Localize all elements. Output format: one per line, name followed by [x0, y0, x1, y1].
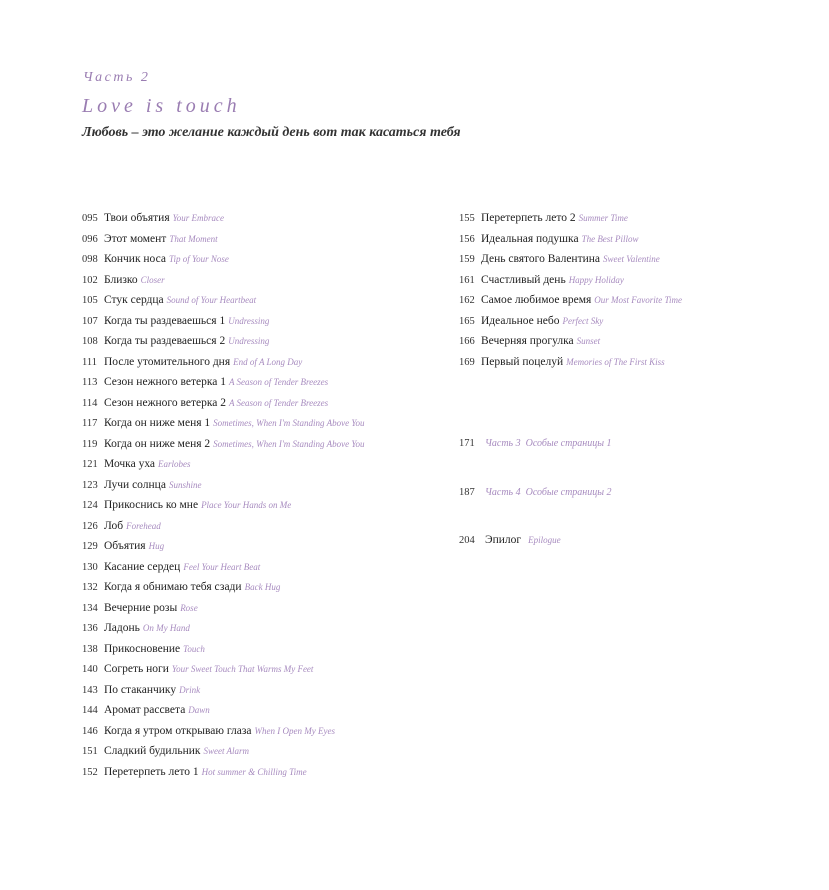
toc-title-ru: Этот момент — [104, 232, 167, 245]
toc-title-en: Sometimes, When I'm Standing Above You — [213, 418, 365, 428]
toc-title-ru: Когда ты раздеваешься 2 — [104, 335, 226, 347]
toc-page-number: 156 — [459, 233, 475, 245]
toc-title-en: Hot summer & Chilling Time — [201, 766, 307, 777]
toc-title-en: Drink — [179, 684, 201, 695]
toc-entry — [82, 494, 365, 515]
part-label: Часть 2 — [83, 70, 151, 85]
toc-entry — [459, 330, 682, 351]
toc-page-number: 161 — [459, 274, 475, 286]
toc-section-part-4 — [459, 481, 612, 503]
toc-title-ru: Самое любимое время — [481, 294, 592, 306]
toc-entry — [82, 371, 365, 392]
toc-entry — [82, 679, 365, 700]
toc-page-number: 126 — [82, 520, 98, 532]
toc-title-ru: Ладонь — [104, 622, 140, 634]
toc-page-number: 098 — [82, 254, 98, 265]
toc-entry — [82, 638, 365, 659]
toc-page-number: 136 — [82, 623, 98, 634]
toc-entry — [82, 228, 365, 249]
toc-title-ru: Когда я утром открываю глаза — [104, 724, 252, 737]
toc-title-en: Happy Holiday — [568, 274, 624, 285]
toc-title-ru: Аромат рассвета — [104, 704, 186, 716]
toc-section-part: Часть 3 — [485, 438, 521, 449]
toc-title-en: On My Hand — [142, 623, 190, 633]
toc-title-en: Undressing — [228, 336, 270, 346]
toc-page-number: 144 — [82, 705, 98, 716]
toc-entry — [82, 412, 365, 433]
toc-page-number: 169 — [459, 356, 475, 368]
toc-title-ru: Сезон нежного ветерка 1 — [104, 376, 226, 388]
toc-title-en: Perfect Sky — [562, 315, 604, 326]
toc-page-number: 119 — [82, 438, 98, 450]
toc-page-number: 165 — [459, 315, 475, 327]
toc-page-number: 151 — [82, 746, 98, 757]
toc-title-ru: Когда я обнимаю тебя сзади — [104, 581, 242, 593]
toc-title-en: Closer — [140, 274, 165, 285]
toc-title-ru: Эпилог — [485, 534, 522, 546]
toc-page-number: 166 — [459, 336, 475, 347]
toc-entry — [82, 515, 365, 536]
toc-title-ru: По стаканчику — [104, 683, 177, 696]
toc-page-number: 143 — [82, 684, 98, 696]
toc-entry — [82, 248, 365, 269]
toc-page-number: 107 — [82, 315, 98, 327]
toc-section-title: Особые страницы 2 — [525, 487, 612, 498]
toc-title-ru: Вечерняя прогулка — [481, 335, 574, 347]
toc-title-en: Your Sweet Touch That Warms My Feet — [171, 664, 314, 674]
toc-entry — [459, 351, 682, 372]
toc-page-number: 132 — [82, 582, 98, 593]
toc-title-en: Undressing — [228, 315, 270, 326]
toc-entry — [82, 474, 365, 495]
toc-title-ru: Перетерпеть лето 1 — [104, 765, 199, 778]
toc-title-en: Sweet Alarm — [203, 746, 250, 756]
toc-entry — [82, 720, 365, 741]
toc-title-ru: Стук сердца — [104, 294, 164, 306]
toc-entry — [82, 392, 365, 413]
toc-entry — [459, 248, 682, 269]
toc-page-number: 123 — [82, 479, 98, 491]
toc-title-en: Our Most Favorite Time — [594, 295, 683, 305]
toc-title-en: Rose — [180, 602, 198, 613]
toc-title-ru: День святого Валентина — [481, 253, 601, 265]
toc-page-number: 108 — [82, 336, 98, 347]
toc-title-ru: Когда он ниже меня 2 — [104, 437, 211, 450]
toc-title-en: A Season of Tender Breezes — [228, 397, 329, 408]
toc-section-part-3 — [459, 432, 612, 454]
toc-title-en: Memories of The First Kiss — [566, 356, 665, 367]
toc-page-number: 146 — [82, 725, 98, 737]
toc-entry — [82, 699, 365, 720]
toc-entry — [82, 453, 365, 474]
toc-title-en: Sweet Valentine — [603, 254, 660, 264]
toc-page-number: 171 — [459, 438, 475, 449]
toc-entry — [459, 310, 682, 331]
toc-section-part: Часть 4 — [485, 487, 521, 498]
toc-title-en: Summer Time — [578, 213, 628, 223]
toc-title-en: Dawn — [188, 705, 210, 715]
toc-title-en: Epilogue — [528, 535, 561, 545]
toc-title-en: Earlobes — [158, 459, 191, 469]
toc-page-number: 130 — [82, 561, 98, 573]
toc-title-en: Sometimes, When I'm Standing Above You — [213, 438, 365, 449]
toc-title-en: Touch — [183, 643, 205, 654]
toc-right-column — [459, 207, 682, 371]
toc-entry — [82, 310, 365, 331]
toc-title-ru: Объятия — [104, 540, 146, 552]
toc-title-ru: Согреть ноги — [104, 663, 169, 675]
toc-page-number: 095 — [82, 213, 98, 224]
toc-page-number: 121 — [82, 459, 98, 470]
toc-entry — [82, 761, 365, 782]
toc-title-en: Forehead — [126, 520, 161, 531]
toc-title-ru: Идеальное небо — [481, 314, 560, 327]
toc-page-number: 129 — [82, 541, 98, 552]
toc-title-ru: Счастливый день — [481, 273, 566, 286]
toc-title-ru: Прикосновение — [104, 642, 181, 655]
toc-title-ru: Идеальная подушка — [481, 232, 579, 245]
toc-entry — [82, 535, 365, 556]
toc-page-number: 140 — [82, 664, 98, 675]
toc-page-number: 138 — [82, 643, 98, 655]
toc-entry — [459, 207, 682, 228]
toc-title-ru: Перетерпеть лето 2 — [481, 212, 576, 224]
toc-page-number: 096 — [82, 233, 98, 245]
toc-page-number: 113 — [82, 377, 98, 388]
toc-page-number: 117 — [82, 418, 98, 429]
toc-title-ru: Мочка уха — [104, 458, 156, 470]
toc-entry — [82, 556, 365, 577]
toc-title-ru: Близко — [104, 273, 138, 286]
toc-entry — [82, 597, 365, 618]
toc-title-ru: Вечерние розы — [104, 601, 178, 614]
toc-page-number: 204 — [459, 535, 475, 546]
toc-title-en: Place Your Hands on Me — [201, 500, 292, 510]
toc-entry — [82, 289, 365, 310]
toc-title-en: The Best Pillow — [581, 233, 639, 244]
toc-entry — [82, 740, 365, 761]
toc-left-column — [82, 207, 365, 781]
toc-page-number: 124 — [82, 500, 98, 511]
toc-entry — [82, 269, 365, 290]
toc-title-en: End of A Long Day — [233, 356, 303, 367]
toc-entry — [82, 658, 365, 679]
toc-entry — [82, 207, 365, 228]
toc-page-number: 111 — [82, 356, 97, 368]
toc-title-ru: Сезон нежного ветерка 2 — [104, 396, 226, 409]
toc-entry — [459, 269, 682, 290]
toc-title-en: Sound of Your Heartbeat — [166, 295, 257, 305]
toc-title-en: Tip of Your Nose — [168, 254, 229, 264]
toc-title-en: A Season of Tender Breezes — [228, 377, 329, 387]
part-title: Love is touch — [82, 95, 241, 117]
toc-title-en: Your Embrace — [172, 213, 225, 223]
toc-page-number: 162 — [459, 295, 475, 306]
toc-title-ru: Лучи солнца — [104, 478, 166, 491]
toc-title-ru: Первый поцелуй — [481, 355, 564, 368]
toc-entry — [82, 617, 365, 638]
toc-entry — [82, 351, 365, 372]
toc-title-en: That Moment — [169, 233, 218, 244]
toc-section-title: Особые страницы 1 — [525, 438, 612, 449]
toc-entry — [459, 228, 682, 249]
toc-title-ru: После утомительного дня — [104, 355, 231, 368]
toc-title-en: Sunset — [576, 336, 601, 346]
toc-entry — [82, 330, 365, 351]
toc-page-number: 155 — [459, 213, 475, 224]
toc-page-number: 102 — [82, 274, 98, 286]
toc-entry — [459, 289, 682, 310]
part-subtitle: Любовь – это желание каждый день вот так касаться тебя — [82, 125, 461, 140]
toc-entry — [82, 576, 365, 597]
toc-title-en: Back Hug — [244, 582, 281, 592]
toc-title-en: Hug — [148, 541, 165, 551]
toc-title-ru: Когда он ниже меня 1 — [104, 417, 211, 429]
toc-title-en: When I Open My Eyes — [254, 725, 335, 736]
toc-title-ru: Когда ты раздеваешься 1 — [104, 314, 226, 327]
toc-title-ru: Касание сердец — [104, 560, 181, 573]
toc-page-number: 187 — [459, 487, 475, 498]
toc-title-ru: Твои объятия — [104, 212, 170, 224]
toc-title-ru: Лоб — [104, 519, 124, 532]
toc-page-number: 159 — [459, 254, 475, 265]
toc-entry — [82, 433, 365, 454]
toc-page-number: 152 — [82, 766, 98, 778]
toc-title-en: Sunshine — [168, 479, 202, 490]
toc-page-number: 134 — [82, 602, 98, 614]
toc-title-ru: Кончик носа — [104, 253, 166, 265]
toc-epilogue — [459, 529, 561, 551]
toc-page-number: 105 — [82, 295, 98, 306]
toc-title-en: Feel Your Heart Beat — [183, 561, 261, 572]
toc-title-ru: Сладкий будильник — [104, 745, 201, 757]
toc-title-ru: Прикоснись ко мне — [104, 499, 199, 511]
toc-page-number: 114 — [82, 397, 98, 409]
